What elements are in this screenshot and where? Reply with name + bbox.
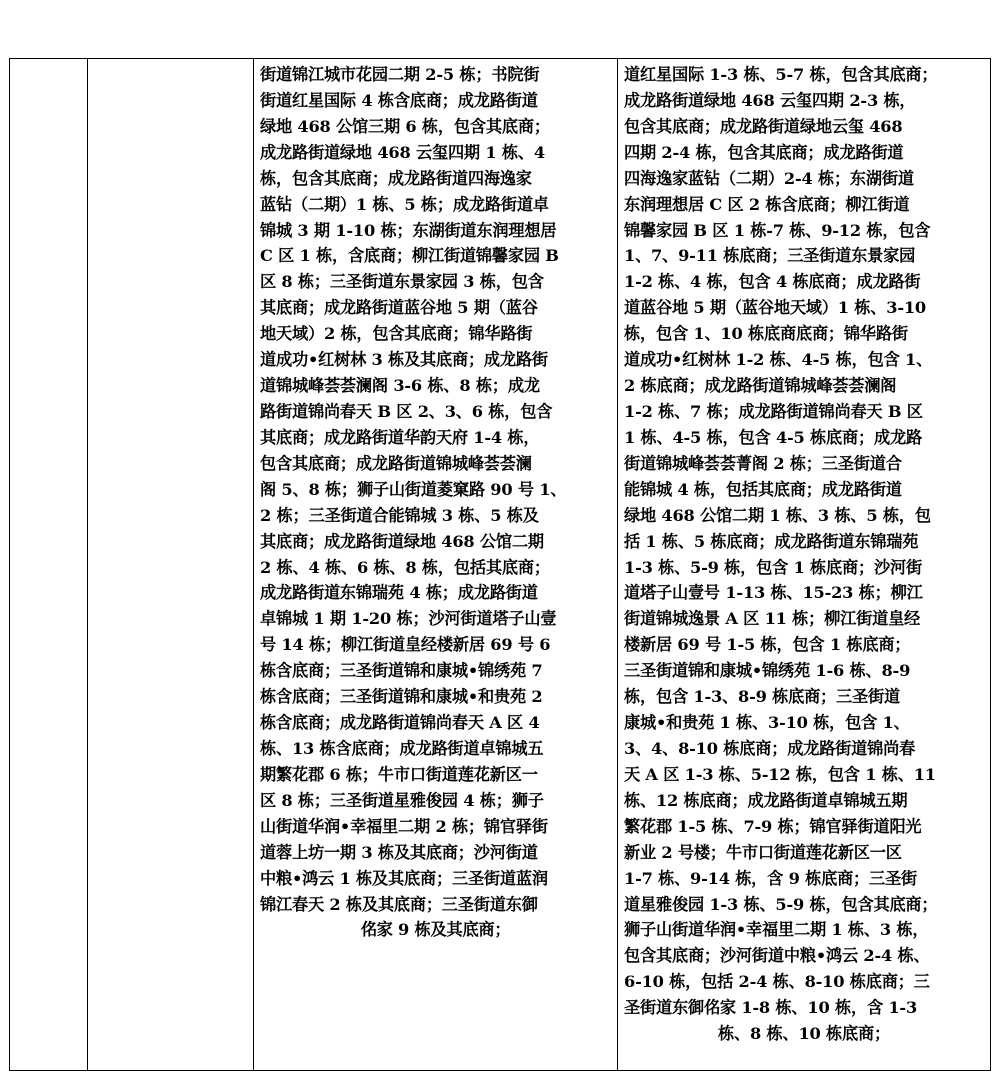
text-line: 道塔子山壹号 1-13 栋、15-23 栋；柳江 [624,583,923,603]
table-cell-col3 [254,59,618,1071]
text-line: 狮子山街道华润•幸福里二期 1 栋、3 栋， [624,920,929,940]
text-line: 道成功•红树林 1-2 栋、4-5 栋，包含 1、 [624,350,933,370]
text-line: 四期 2-4 栋，包含其底商；成龙路街道 [624,142,904,162]
text-line: 路街道锦尚春天 B 区 2、3、6 栋，包含 [260,401,553,421]
col4-text [618,59,990,1070]
text-line: 其底商；成龙路街道绿地 468 公馆二期 [260,531,544,551]
text-line: 其底商；成龙路街道华韵天府 1-4 栋， [260,427,540,447]
text-line: 锦城 3 期 1-10 栋；东湖街道东润理想居 [260,220,557,240]
text-line: 1-3 栋、5-9 栋，包含 1 栋底商；沙河街 [624,557,922,577]
text-line: 栋、13 栋含底商；成龙路街道卓锦城五 [260,738,544,758]
text-line: 成龙路街道绿地 468 云玺四期 2-3 栋， [624,90,916,110]
text-line: 1 栋、4-5 栋，包含 4-5 栋底商；成龙路 [624,427,922,447]
text-line: 天 A 区 1-3 栋、5-12 栋，包含 1 栋、11 [624,764,936,784]
text-line: 佲家 9 栋及其底商； [360,920,511,940]
text-line: 街道锦江城市花园二期 2-5 栋；书院街 [260,65,540,84]
text-line: 街道红星国际 4 栋含底商；成龙路街道 [260,90,538,110]
text-line: 3、4、8-10 栋底商；成龙路街道锦尚春 [624,738,916,758]
text-line: 中粮•鸿云 1 栋及其底商；三圣街道蓝润 [260,868,548,888]
text-line: 包含其底商；成龙路街道锦城峰荟荟澜 [260,453,532,473]
text-line: 6-10 栋，包括 2-4 栋、8-10 栋底商；三 [624,972,930,992]
table-cell-col4 [618,59,991,1071]
text-line: 卓锦城 1 期 1-20 栋；沙河街道塔子山壹 [260,609,557,629]
text-line: 栋含底商；三圣街道锦和康城•锦绣苑 7 [260,661,543,681]
text-line: 其底商；成龙路街道蓝谷地 5 期（蓝谷 [260,298,538,318]
text-line: 山街道华润•幸福里二期 2 栋；锦官驿街 [260,816,548,836]
text-line: 包含其底商；沙河街道中粮•鸿云 2-4 栋、 [624,946,930,966]
text-line: 道锦城峰荟荟澜阁 3-6 栋、8 栋；成龙 [260,376,540,396]
text-line: 1-7 栋、9-14 栋，含 9 栋底商；三圣街 [624,868,918,888]
text-line: 1、7、9-11 栋底商；三圣街道东景家园 [624,246,916,266]
text-line: 街道锦城峰荟荟菁阁 2 栋；三圣街道合 [624,453,902,473]
text-line: 康城•和贵苑 1 栋、3-10 栋，包含 1、 [624,713,910,733]
text-line: 道红星国际 1-3 栋、5-7 栋，包含其底商； [624,65,938,84]
text-line: 括 1 栋、5 栋底商；成龙路街道东锦瑞苑 [624,531,919,551]
text-line: 道星雅俊园 1-3 栋、5-9 栋，包含其底商； [624,894,938,914]
text-line: 东润理想居 C 区 2 栋含底商；柳江街道 [624,194,910,214]
text-line: 四海逸家蓝钻（二期）2-4 栋；东湖街道 [624,168,914,188]
table-row [10,59,991,1071]
text-line: 栋、12 栋底商；成龙路街道卓锦城五期 [624,790,908,810]
text-line: 栋含底商；成龙路街道锦尚春天 A 区 4 [260,713,540,733]
text-line: 号 14 栋；柳江街道皇经楼新居 69 号 6 [260,635,551,655]
text-line: 蓝钻（二期）1 栋、5 栋；成龙路街道卓 [260,194,549,214]
text-line: 锦江春天 2 栋及其底商；三圣街道东御 [260,894,538,914]
text-line: 能锦城 4 栋，包括其底商；成龙路街道 [624,479,902,499]
text-line: 绿地 468 公馆三期 6 栋，包含其底商； [260,116,550,136]
text-line: 锦馨家园 B 区 1 栋-7 栋、9-12 栋，包含 [624,220,931,240]
text-line: 繁花郡 1-5 栋、7-9 栋；锦官驿街道阳光 [624,816,922,836]
text-line: 2 栋、4 栋、6 栋、8 栋，包括其底商； [260,557,550,577]
text-line: 成龙路街道东锦瑞苑 4 栋；成龙路街道 [260,583,538,603]
text-line: 区 8 栋；三圣街道星雅俊园 4 栋；狮子 [260,790,544,810]
text-line: 地天域）2 栋，包含其底商；锦华路街 [260,324,533,344]
col3-text [254,59,617,1070]
text-line: 三圣街道锦和康城•锦绣苑 1-6 栋、8-9 [624,661,911,681]
text-line: 道蓝谷地 5 期（蓝谷地天域）1 栋、3-10 [624,298,926,318]
text-line: C 区 1 栋，含底商；柳江街道锦馨家园 B [260,246,559,266]
text-line: 期繁花郡 6 栋；牛市口街道莲花新区一 [260,764,538,784]
text-line: 2 栋底商；成龙路街道锦城峰荟荟澜阁 [624,376,897,396]
text-line: 楼新居 69 号 1-5 栋，包含 1 栋底商； [624,635,911,655]
text-line: 2 栋；三圣街道合能锦城 3 栋、5 栋及 [260,505,539,525]
text-line: 栋含底商；三圣街道锦和康城•和贵苑 2 [260,687,543,707]
text-line: 街道锦城逸景 A 区 11 栋；柳江街道皇经 [624,609,921,629]
table-cell-col2 [88,59,254,1071]
text-line: 新业 2 号楼；牛市口街道莲花新区一区 [624,842,902,862]
table-cell-col1 [10,59,88,1071]
text-line: 栋、8 栋、10 栋底商； [718,1024,890,1044]
text-line: 圣街道东御佲家 1-8 栋、10 栋，含 1-3 [624,998,918,1018]
text-line: 区 8 栋；三圣街道东景家园 3 栋，包含 [260,272,544,292]
text-line: 道蓉上坊一期 3 栋及其底商；沙河街道 [260,842,538,862]
text-line: 成龙路街道绿地 468 云玺四期 1 栋、4 [260,142,545,162]
text-line: 1-2 栋、7 栋；成龙路街道锦尚春天 B 区 [624,401,923,421]
text-line: 阁 5、8 栋；狮子山街道菱窠路 90 号 1、 [260,479,567,499]
text-line: 1-2 栋、4 栋，包含 4 栋底商；成龙路街 [624,272,921,292]
text-line: 绿地 468 公馆二期 1 栋、3 栋、5 栋，包 [624,505,931,525]
text-line: 栋，包含 1-3、8-9 栋底商；三圣街道 [624,687,900,707]
text-line: 道成功•红树林 3 栋及其底商；成龙路街 [260,350,548,370]
document-table [9,58,991,1071]
text-line: 栋，包含 1、10 栋底商底商；锦华路街 [624,324,908,344]
text-line: 栋，包含其底商；成龙路街道四海逸家 [260,168,532,188]
text-line: 包含其底商；成龙路街道绿地云玺 468 [624,116,903,136]
